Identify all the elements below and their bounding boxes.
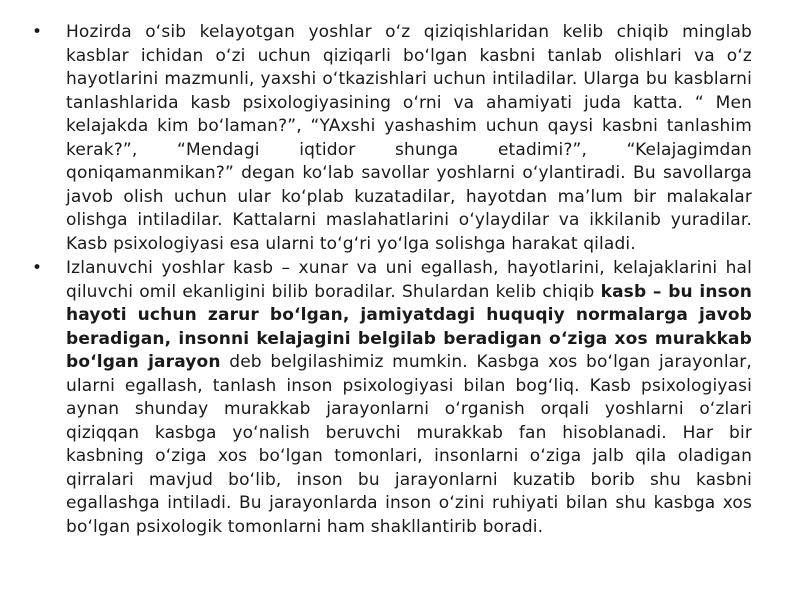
paragraph-2-definition: kasb – bu inson hayoti uchun zarur bo‘lgan, jamiyatdagi huquqiy normalarga javob beradigan, insonni kelajagini belgilab beradigan o‘ziga xos murakkab bo‘lgan jarayon <box>66 281 752 372</box>
bullet-icon: • <box>32 258 43 278</box>
bullet-paragraph-1 <box>32 21 752 256</box>
paragraph-2-intro: Izlanuvchi yoshlar kasb – xunar va uni egallash, hayotlarini, kelajaklarini hal qiluvchi omil ekanligini bilib boradilar. Shulardan kelib chiqib <box>66 258 752 302</box>
paragraph-2-text <box>66 258 752 537</box>
paragraph-1-text: Hozirda o‘sib kelayotgan yoshlar o‘z qiziqishlaridan kelib chiqib minglab kasblar ichidan o‘zi uchun qiziqarli bo‘lgan kasbni tanlab olishlari va o‘z hayotlarini mazmunli, yaxshi o‘tkazishlari uchun intiladilar. Ularga bu kasblarni tanlashlarida kasb psixologiyasining o‘rni va ahamiyati juda katta. “ Men kelajakda kim bo‘laman?”, “YAxshi yashashim uchun qaysi kasbni tanlashim kerak?”, “Mendagi iqtidor shunga etadimi?”, “Kelajagimdan qoniqamanmikan?” degan ko‘lab savollar yoshlarni o‘ylantiradi. Bu savollarga javob olish uchun ular ko‘plab kuzatadilar, hayotdan ma’lum bir malakalar olishga intiladilar. Kattalarni maslahatlarini o‘ylaydilar va ikkilanib yuradilar. Kasb psixologiyasi esa ularni to‘g‘ri yo‘lga solishga harakat qiladi. <box>66 22 752 254</box>
bullet-paragraph-2 <box>32 257 752 539</box>
paragraph-2-body: deb belgilashimiz mumkin. Kasbga xos bo‘lgan jarayonlar, ularni egallash, tanlash inson psixologiyasi bilan bog‘liq. Kasb psixologiyasi aynan shunday murakkab jarayonlarni o‘rganish orqali yoshlarni o‘zlari qiziqqan kasbga yo‘nalish beruvchi murakkab fan hisoblanadi. Har bir kasbning o‘ziga xos bo‘lgan tomonlari, insonlarni o‘ziga jalb qila oladigan qirralari mavjud bo‘lib, inson bu jarayonlarni kuzatib borib shu kasbni egallashga intiladi. Bu jarayonlarda inson o‘zini ruhiyati bilan shu kasbga xos bo‘lgan psixologik tomonlarni ham shakllantirib boradi. <box>66 352 752 537</box>
bullet-icon: • <box>32 22 43 42</box>
